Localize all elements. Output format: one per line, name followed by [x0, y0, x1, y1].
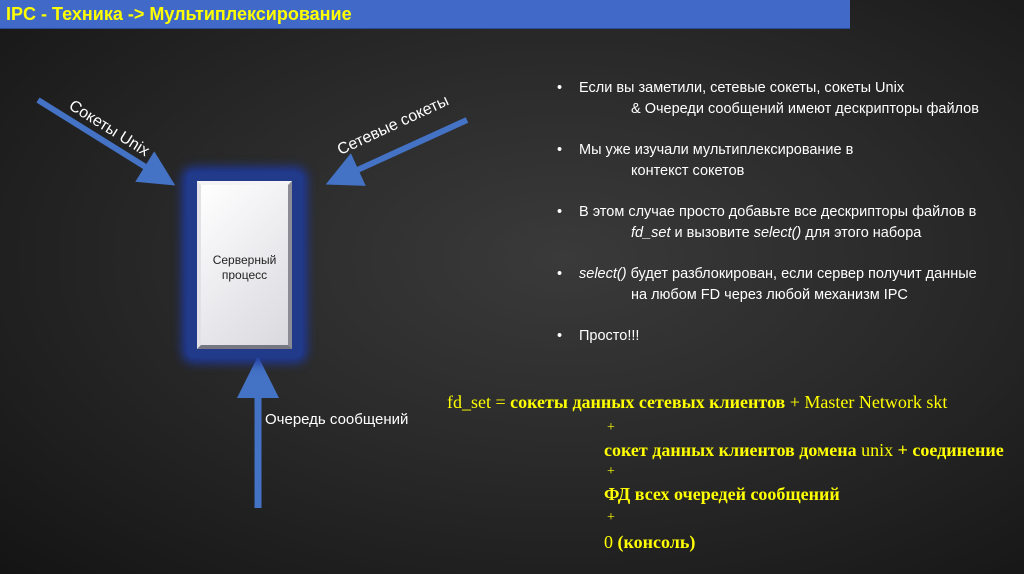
fd-set-term: fd_set	[631, 225, 671, 241]
bullet-item	[557, 326, 1024, 347]
formula-unix: unix	[861, 440, 894, 460]
bullet-3-line1: В этом случае просто добавьте все дескрипторы файлов в	[579, 204, 977, 220]
bullet-4-post: будет разблокирован, если сервер получит данные	[626, 266, 977, 282]
slide-title: IPC - Техника -> Мультиплексирование	[6, 4, 352, 24]
bullet-2-line1: Мы уже изучали мультиплексирование в	[579, 142, 854, 158]
label-network-sockets: Сетевые сокеты	[334, 92, 452, 159]
server-process-box	[197, 181, 292, 349]
bullet-4-line2: на любом FD через любой механизм IPC	[631, 287, 908, 303]
formula-console: (консоль)	[617, 532, 696, 552]
formula-plus-1: +	[607, 420, 615, 435]
bullet-4-line1	[579, 266, 977, 282]
bullet-3-line2	[579, 223, 1024, 244]
formula-line-1	[447, 392, 947, 413]
server-label-line1: Серверный	[212, 253, 277, 267]
formula-connection: + соединение	[893, 440, 1004, 460]
bullet-item	[557, 78, 1024, 120]
select-term: select()	[753, 225, 802, 241]
formula-plus-3: +	[607, 510, 615, 525]
formula-zero: 0	[604, 532, 618, 552]
formula-line-2	[604, 440, 1004, 461]
bullet-item	[557, 264, 1024, 306]
formula-plus-2: +	[607, 464, 615, 479]
formula-fdset: fd_set =	[447, 392, 511, 412]
bullet-3-post: для этого набора	[801, 225, 922, 241]
formula-plus-inline: +	[785, 392, 805, 412]
select-term: select()	[579, 266, 627, 282]
bullet-5-line1: Просто!!!	[579, 328, 640, 344]
formula-line-3: ФД всех очередей сообщений	[604, 484, 840, 504]
label-message-queue: Очередь сообщений	[265, 411, 409, 428]
server-process-label	[201, 253, 288, 283]
server-label-line2: процесс	[221, 268, 268, 282]
bullet-3-mid: и вызовите	[670, 225, 754, 241]
bullet-list	[557, 78, 1024, 367]
bullet-1-line1: Если вы заметили, сетевые сокеты, сокеты Unix	[579, 80, 905, 96]
formula-unix-clients: сокет данных клиентов домена	[604, 440, 862, 460]
formula-master-skt: Master Network skt	[804, 392, 948, 412]
bullet-1-line2: & Очереди сообщений имеют дескрипторы файлов	[631, 101, 979, 117]
bullet-item	[557, 202, 1024, 244]
formula-network-clients: сокеты данных сетевых клиентов	[510, 392, 786, 412]
formula-line-4	[604, 532, 695, 553]
bullet-2-line2: контекст сокетов	[631, 163, 745, 179]
label-unix-sockets: Сокеты Unix	[65, 97, 153, 160]
bullet-item	[557, 140, 1024, 182]
